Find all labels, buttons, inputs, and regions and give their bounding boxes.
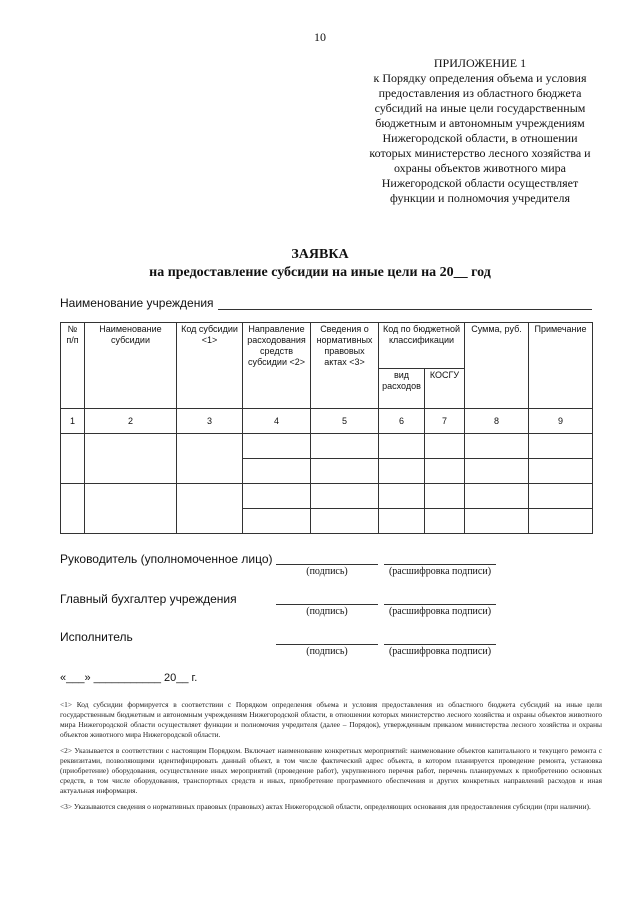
table-cell[interactable] xyxy=(61,484,85,534)
column-number: 2 xyxy=(85,409,177,434)
column-number: 9 xyxy=(529,409,593,434)
executor-decode-field[interactable] xyxy=(384,644,496,645)
table-cell[interactable] xyxy=(243,459,311,484)
accountant-decode-caption: (расшифровка подписи) xyxy=(388,606,492,617)
column-number: 5 xyxy=(311,409,379,434)
table-cell[interactable] xyxy=(465,484,529,509)
table-cell[interactable] xyxy=(529,509,593,534)
footnote-1: <1> Код субсидии формируется в соответствии с Порядком определения объема и условия предоставления из областного бюджета субсидий на иные цели государственным бюджетным и автономным учреждениям Нижегородской области, в отношении которых министерство лесного хозяйства и охраны объектов животного мира Нижегородской области осуществляет функции и полномочия учредителя (далее – Порядок), утвержденным приказом министерства лесного хозяйства и охраны объектов животного мира Нижегородской области. xyxy=(60,700,602,739)
header-direction: Направление расходования средств субсидии <2> xyxy=(243,323,311,409)
footnote-3: <3> Указываются сведения о нормативных правовых (правовых) актах Нижегородской области, определяющих основания для предоставления субсидии (при наличии). xyxy=(60,802,591,811)
header-budget-classification: Код по бюджетной классификации xyxy=(379,323,465,369)
table-row xyxy=(61,484,593,509)
appendix-line: субсидий на иные цели государственным xyxy=(374,101,586,115)
head-signature-field[interactable] xyxy=(276,564,378,565)
accountant-signature-field[interactable] xyxy=(276,604,378,605)
table-cell[interactable] xyxy=(425,484,465,509)
appendix-block xyxy=(340,56,620,206)
table-cell[interactable] xyxy=(425,509,465,534)
table-cell[interactable] xyxy=(379,484,425,509)
column-number: 3 xyxy=(177,409,243,434)
table-cell[interactable] xyxy=(177,484,243,534)
header-subsidy-name: Наименование субсидии xyxy=(85,323,177,409)
appendix-line: охраны объектов животного мира xyxy=(393,161,567,175)
appendix-title: ПРИЛОЖЕНИЕ 1 xyxy=(433,56,527,70)
table-cell[interactable] xyxy=(61,434,85,484)
table-cell[interactable] xyxy=(311,434,379,459)
column-number: 8 xyxy=(465,409,529,434)
appendix-line: Нижегородской области, в отношении xyxy=(382,131,578,145)
date-line: «___» ___________ 20__ г. xyxy=(60,672,198,684)
head-signature-label: Руководитель (уполномоченное лицо) xyxy=(60,552,273,566)
table-cell[interactable] xyxy=(425,459,465,484)
head-sign-caption: (подпись) xyxy=(306,566,348,577)
accountant-sign-caption: (подпись) xyxy=(306,606,348,617)
header-number: № п/п xyxy=(61,323,85,409)
document-subtitle: на предоставление субсидии на иные цели на 20__ год xyxy=(149,265,491,280)
header-expense-type: вид расходов xyxy=(379,369,425,409)
table-cell[interactable] xyxy=(529,434,593,459)
appendix-line: бюджетным и автономным учреждениям xyxy=(375,116,585,130)
institution-row xyxy=(60,296,592,310)
header-subsidy-code: Код субсидии <1> xyxy=(177,323,243,409)
table-cell[interactable] xyxy=(465,509,529,534)
header-note: Примечание xyxy=(529,323,593,409)
column-number: 6 xyxy=(379,409,425,434)
application-table xyxy=(60,322,593,534)
footnote-2: <2> Указывается в соответствии с настоящим Порядком. Включает наименование конкретных мероприятий: наименование объектов капитального и текущего ремонта с реквизитами, позволяющими идентифицировать данный объект, в том числе фактический адрес объекта, в котором планируется проведение ремонта, установка (приобретение) оборудования, осуществление иных мероприятий (проведение работ), укрупненного перечня работ, перечень планируемых к приобретению основных средств, в том числе оборудования, транспортных средств и иных, приобретение программного обеспечения и других конкретных направлений расходов и иная актуальная информация. xyxy=(60,746,602,795)
table-row xyxy=(61,434,593,459)
column-number: 7 xyxy=(425,409,465,434)
appendix-line: Нижегородской области осуществляет xyxy=(381,176,579,190)
appendix-line: которых министерство лесного хозяйства и xyxy=(369,146,591,160)
accountant-signature-label: Главный бухгалтер учреждения xyxy=(60,592,237,606)
table-cell[interactable] xyxy=(425,434,465,459)
table-cell[interactable] xyxy=(379,434,425,459)
table-cell[interactable] xyxy=(243,434,311,459)
table-cell[interactable] xyxy=(177,434,243,484)
table-cell[interactable] xyxy=(311,484,379,509)
column-number: 4 xyxy=(243,409,311,434)
header-sum: Сумма, руб. xyxy=(465,323,529,409)
appendix-line: к Порядку определения объема и условия xyxy=(373,71,587,85)
table-cell[interactable] xyxy=(379,509,425,534)
table-cell[interactable] xyxy=(243,509,311,534)
document-title: ЗАЯВКА xyxy=(291,247,349,262)
executor-decode-caption: (расшифровка подписи) xyxy=(388,646,492,657)
head-decode-field[interactable] xyxy=(384,564,496,565)
executor-sign-caption: (подпись) xyxy=(306,646,348,657)
document-title-block xyxy=(0,246,640,282)
appendix-line: функции и полномочия учредителя xyxy=(390,191,570,205)
table-cell[interactable] xyxy=(465,434,529,459)
header-kosgu: КОСГУ xyxy=(425,369,465,409)
accountant-decode-field[interactable] xyxy=(384,604,496,605)
table-cell[interactable] xyxy=(465,459,529,484)
table-cell[interactable] xyxy=(529,484,593,509)
table-cell[interactable] xyxy=(379,459,425,484)
institution-field[interactable] xyxy=(218,297,592,310)
executor-signature-field[interactable] xyxy=(276,644,378,645)
executor-signature-label: Исполнитель xyxy=(60,630,133,644)
table-cell[interactable] xyxy=(311,509,379,534)
footnotes xyxy=(60,700,602,818)
table-cell[interactable] xyxy=(529,459,593,484)
head-decode-caption: (расшифровка подписи) xyxy=(388,566,492,577)
page-number: 10 xyxy=(314,30,326,44)
appendix-line: предоставления из областного бюджета xyxy=(378,86,582,100)
table-cell[interactable] xyxy=(85,484,177,534)
institution-label: Наименование учреждения xyxy=(60,296,214,310)
header-normative-acts: Сведения о нормативных правовых актах <3> xyxy=(311,323,379,409)
table-cell[interactable] xyxy=(85,434,177,484)
column-number: 1 xyxy=(61,409,85,434)
table-cell[interactable] xyxy=(243,484,311,509)
table-cell[interactable] xyxy=(311,459,379,484)
